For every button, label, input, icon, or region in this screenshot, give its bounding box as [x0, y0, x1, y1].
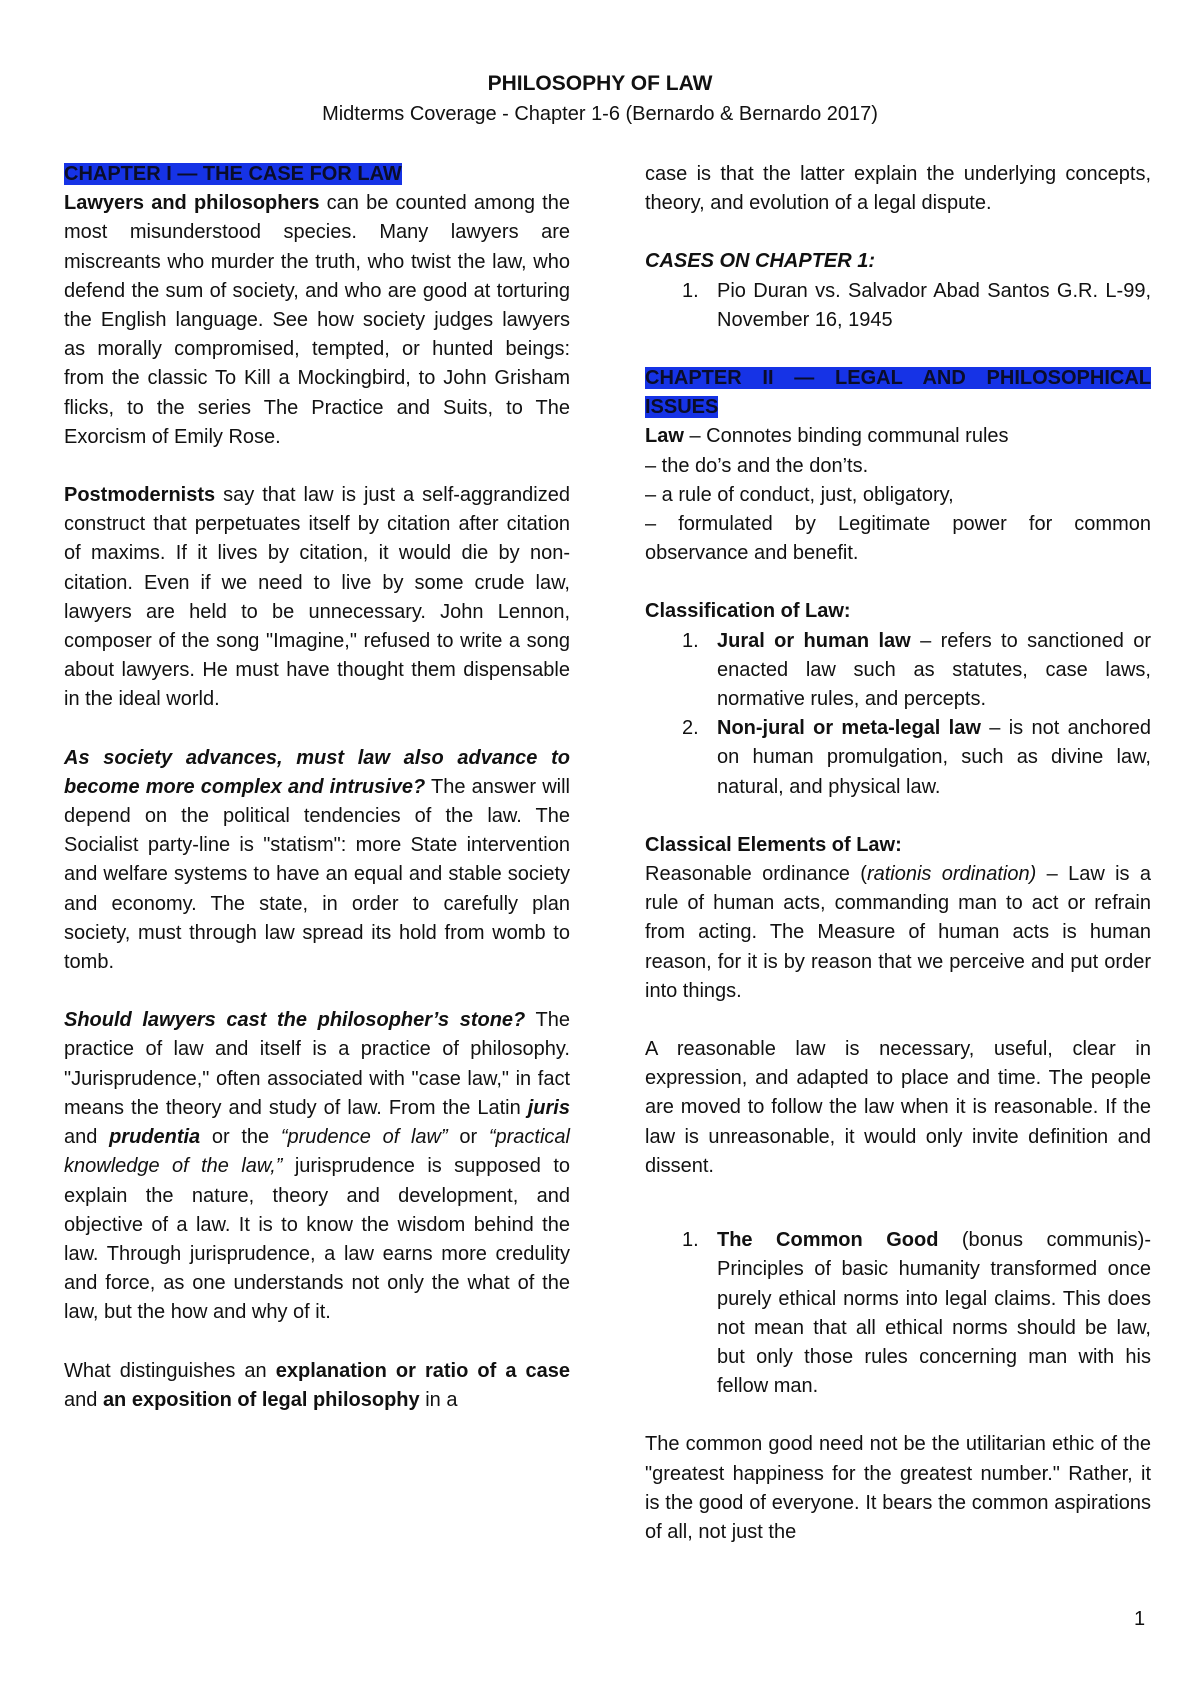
term-juris: juris	[527, 1096, 570, 1119]
document-subtitle: Midterms Coverage - Chapter 1-6 (Bernardo & Bernardo 2017)	[322, 103, 878, 125]
bold-phrase: explanation or ratio of a case	[275, 1359, 570, 1382]
bold-lead: Non-jural or meta-legal law	[717, 717, 981, 740]
elements-heading: Classical Elements of Law:	[645, 833, 902, 856]
paragraph-text: jurisprudence is supposed to explain the nature, theory and development, and objective of a law. It is to know the wisdom behind the law. Through jurisprudence, a law earns more credulity and force, as one understands not only the what of the law, but the how and why of it.	[64, 1155, 571, 1324]
paragraph-text: – Law is a rule of human acts, commanding man to act or refrain from acting. The Measure of human acts is human reason, for it is by reason that we perceive and put order into things.	[645, 863, 1152, 1002]
paragraph-text: can be counted among the most misunderstood species. Many lawyers are miscreants who murder the truth, who twist the law, who defend the sum of society, and who are good at torturing the English language. See how society judges lawyers as morally compromised, tempted, or hunted beings: from the classic To Kill a Mockingbird, to John Grisham flicks, to the series The Practice and Suits, to The Exorcism of Emily Rose.	[64, 192, 570, 448]
term-practical-knowledge: “practical knowledge of the law,”	[64, 1126, 570, 1178]
bold-lead: Postmodernists	[64, 484, 216, 507]
document-title: PHILOSOPHY OF LAW	[487, 72, 713, 95]
paragraph-philosophers-stone	[64, 1006, 570, 1327]
list-item	[645, 1226, 1151, 1401]
term-prudentia: prudentia	[109, 1126, 201, 1149]
definition-line: – Connotes binding communal rules	[683, 425, 1009, 448]
chapter-2-heading: CHAPTER II — LEGAL AND PHILOSOPHICAL ISSUES	[645, 367, 1151, 419]
list-number: 1.	[682, 629, 699, 652]
paragraph-text: and	[64, 1126, 110, 1149]
bold-lead: The Common Good	[717, 1229, 939, 1252]
common-good-list	[645, 1226, 1151, 1401]
classification-heading: Classification of Law:	[645, 600, 851, 623]
bold-lead: Jural or human law	[717, 629, 911, 652]
list-number: 1.	[682, 1229, 699, 1252]
bold-lead: Lawyers and philosophers	[64, 192, 320, 215]
paragraph-text: Reasonable ordinance (	[645, 863, 867, 886]
bold-italic-lead: Should lawyers cast the philosopher’s stone?	[64, 1009, 526, 1032]
bold-italic-lead: As society advances, must law also advance to become more complex and intrusive?	[64, 746, 570, 798]
paragraph-postmodernists	[64, 481, 570, 715]
list-item	[645, 627, 1151, 715]
list-item	[645, 277, 1151, 335]
italic-term: rationis ordination)	[866, 863, 1037, 886]
paragraph-common-good: The common good need not be the utilitarian ethic of the "greatest happiness for the greatest number." Rather, it is the good of everyone. It bears the common aspirations of all, not just the	[645, 1433, 1151, 1543]
paragraph-continued: case is that the latter explain the underlying concepts, theory, and evolution of a legal dispute.	[645, 163, 1151, 215]
paragraph-text: The answer will depend on the political tendencies of the law. The Socialist party-line is "statism": more State intervention and welfare systems to have an equal and stable society and economy. The state, in order to carefully plan society, must through law spread its hold from womb to tomb.	[64, 775, 570, 974]
cases-list	[645, 277, 1151, 335]
definition-line: – formulated by Legitimate power for common observance and benefit.	[645, 513, 1151, 565]
list-item-text: – refers to sanctioned or enacted law such as statutes, case laws, normative rules, and percepts.	[717, 629, 1151, 711]
page-number: 1	[1134, 1608, 1146, 1630]
paragraph-what-distinguishes	[64, 1357, 570, 1415]
chapter-1-heading: CHAPTER I — THE CASE FOR LAW	[64, 163, 402, 185]
list-item-text: (bonus communis)- Principles of basic humanity transformed once purely ethical norms into legal claims. This does not mean that all ethical norms should be law, but only those rules concerning man with his fellow man.	[717, 1229, 1151, 1398]
list-item-text: – is not anchored on human promulgation, such as divine law, natural, and physical law.	[717, 717, 1151, 798]
law-definition	[645, 422, 1151, 568]
paragraph-text: The practice of law and itself is a practice of philosophy. "Jurisprudence," often associated with "case law," in fact means the theory and study of law. From the Latin	[64, 1009, 570, 1119]
left-column	[64, 160, 570, 1415]
paragraph-society-advances	[64, 744, 570, 978]
bold-phrase: an exposition of legal philosophy	[102, 1388, 420, 1411]
paragraph-reasonable-ordinance	[645, 860, 1151, 1006]
term-prudence-of-law: “prudence of law”	[280, 1126, 448, 1149]
cases-heading: CASES ON CHAPTER 1:	[645, 250, 876, 273]
definition-line: – a rule of conduct, just, obligatory,	[645, 483, 954, 506]
definition-line: – the do’s and the don’ts.	[645, 454, 869, 477]
paragraph-text: and	[64, 1388, 103, 1411]
list-number: 2.	[682, 717, 699, 740]
paragraph-text: or the	[200, 1126, 281, 1149]
paragraph-text: say that law is just a self-aggrandized construct that perpetuates itself by citation after citation of maxims. If it lives by citation, it would die by non-citation. Even if we need to live by some crude law, lawyers are held to be unnecessary. John Lennon, composer of the song "Imagine," refused to write a song about lawyers. He must have thought them dispensable in the ideal world.	[64, 484, 570, 711]
paragraph-lawyers-philosophers	[64, 189, 570, 452]
paragraph-text: in a	[419, 1388, 458, 1411]
paragraph-text: What distinguishes an	[64, 1359, 276, 1382]
list-item	[645, 714, 1151, 802]
list-item-text: Pio Duran vs. Salvador Abad Santos G.R. L-99, November 16, 1945	[717, 279, 1151, 331]
classification-list	[645, 627, 1151, 802]
paragraph-reasonable-law: A reasonable law is necessary, useful, clear in expression, and adapted to place and time. The people are moved to follow the law when it is reasonable. If the law is unreasonable, it would only invite definition and dissent.	[645, 1038, 1151, 1177]
list-number: 1.	[682, 279, 699, 302]
paragraph-text: or	[447, 1126, 489, 1149]
right-column	[645, 160, 1151, 1547]
bold-lead: Law	[645, 425, 684, 448]
